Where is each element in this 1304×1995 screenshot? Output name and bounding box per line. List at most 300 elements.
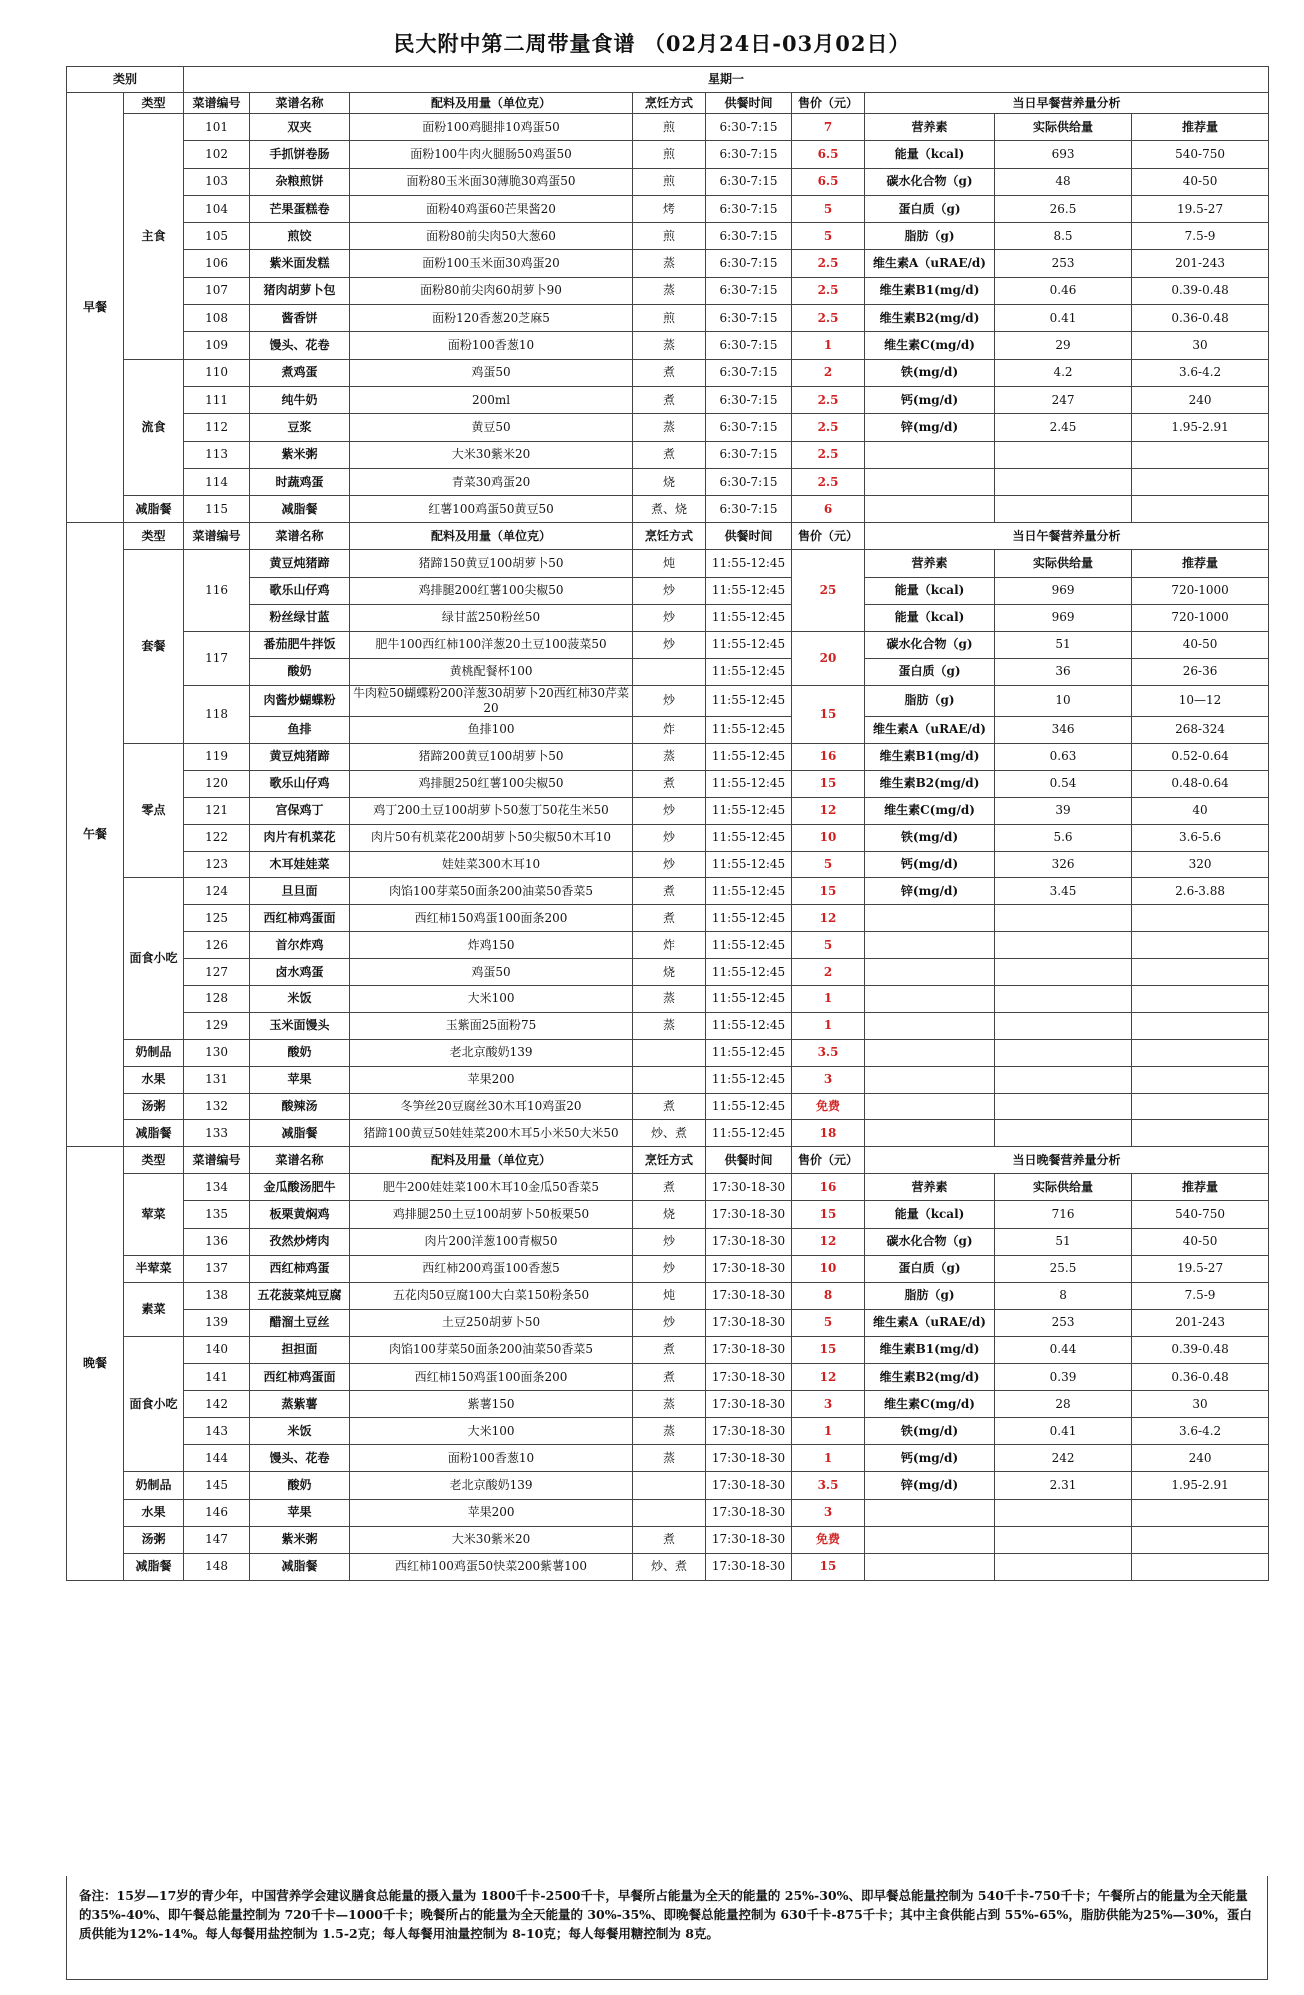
col-time-header: 供餐时间 [706, 1147, 792, 1174]
nutrient-name: 维生素B1(mg/d) [865, 277, 995, 304]
dish-type: 减脂餐 [124, 496, 184, 523]
dish-type: 流食 [124, 359, 184, 495]
nutrient-empty [1132, 986, 1269, 1013]
nutrient-empty [995, 1066, 1132, 1093]
dish-code: 109 [184, 332, 250, 359]
nutrient-recommend: 320 [1132, 851, 1269, 878]
nutrient-actual: 29 [995, 332, 1132, 359]
dish-name: 肉酱炒蝴蝶粉 [250, 685, 350, 716]
dish-time: 6:30-7:15 [706, 414, 792, 441]
nutrient-name: 营养素 [865, 1174, 995, 1201]
dish-price: 2.5 [792, 468, 865, 495]
dish-name: 粉丝绿甘蓝 [250, 604, 350, 631]
nutrient-name: 营养素 [865, 114, 995, 141]
nutrient-name: 维生素B2(mg/d) [865, 770, 995, 797]
dish-ingredients: 面粉80前尖肉50大葱60 [350, 223, 633, 250]
dish-code: 128 [184, 986, 250, 1013]
nutrient-name: 脂肪（g) [865, 223, 995, 250]
col-type-header: 类型 [124, 523, 184, 550]
nutrient-empty [865, 986, 995, 1013]
dish-ingredients: 200ml [350, 386, 633, 413]
dish-code: 131 [184, 1066, 250, 1093]
nutrient-empty [995, 959, 1132, 986]
dish-time: 17:30-18-30 [706, 1499, 792, 1526]
dish-cooking: 炒 [633, 824, 706, 851]
nutrient-empty [1132, 1066, 1269, 1093]
nutrient-empty [995, 1553, 1132, 1580]
dish-name: 紫米面发糕 [250, 250, 350, 277]
nutrient-empty [1132, 441, 1269, 468]
nutrient-name: 维生素B1(mg/d) [865, 1336, 995, 1363]
dish-price: 20 [792, 631, 865, 685]
nutrient-empty [865, 441, 995, 468]
dish-ingredients: 鸡丁200土豆100胡萝卜50葱丁50花生米50 [350, 797, 633, 824]
nutrient-actual: 5.6 [995, 824, 1132, 851]
nutrient-name: 能量（kcal) [865, 1201, 995, 1228]
nutrient-actual: 242 [995, 1445, 1132, 1472]
nutrient-recommend: 推荐量 [1132, 550, 1269, 577]
dish-ingredients: 猪蹄200黄豆100胡萝卜50 [350, 744, 633, 771]
dish-name: 馒头、花卷 [250, 1445, 350, 1472]
dish-price: 12 [792, 905, 865, 932]
dish-cooking: 煮 [633, 905, 706, 932]
dish-ingredients: 面粉100香葱10 [350, 1445, 633, 1472]
dish-type: 主食 [124, 114, 184, 360]
dish-price: 15 [792, 1553, 865, 1580]
dish-ingredients: 大米30紫米20 [350, 441, 633, 468]
dish-cooking: 蒸 [633, 277, 706, 304]
col-ingredients-header: 配料及用量（单位克） [350, 1147, 633, 1174]
dish-ingredients: 西红柿150鸡蛋100面条200 [350, 905, 633, 932]
nutrient-recommend: 240 [1132, 1445, 1269, 1472]
dish-cooking: 煎 [633, 305, 706, 332]
dish-time: 11:55-12:45 [706, 932, 792, 959]
dish-type: 荤菜 [124, 1174, 184, 1255]
dish-name: 豆浆 [250, 414, 350, 441]
dish-price: 7 [792, 114, 865, 141]
nutrient-empty [995, 496, 1132, 523]
nutrient-recommend: 0.52-0.64 [1132, 744, 1269, 771]
dish-time: 6:30-7:15 [706, 114, 792, 141]
dish-code: 117 [184, 631, 250, 685]
dish-price: 2 [792, 359, 865, 386]
dish-name: 米饭 [250, 1418, 350, 1445]
dish-price: 2.5 [792, 277, 865, 304]
dish-code: 141 [184, 1364, 250, 1391]
col-code-header: 菜谱编号 [184, 93, 250, 114]
dish-ingredients: 大米30紫米20 [350, 1526, 633, 1553]
dish-price: 1 [792, 1445, 865, 1472]
dish-name: 孜然炒烤肉 [250, 1228, 350, 1255]
dish-time: 17:30-18-30 [706, 1309, 792, 1336]
dish-time: 11:55-12:45 [706, 1039, 792, 1066]
dish-cooking: 蒸 [633, 1012, 706, 1039]
dish-price: 15 [792, 878, 865, 905]
dish-ingredients: 黄豆50 [350, 414, 633, 441]
nutrient-empty [995, 1039, 1132, 1066]
dish-time: 17:30-18-30 [706, 1201, 792, 1228]
nutrient-actual: 253 [995, 1309, 1132, 1336]
dish-ingredients: 西红柿100鸡蛋50快菜200紫薯100 [350, 1553, 633, 1580]
dish-price: 1 [792, 986, 865, 1013]
dish-cooking: 炒 [633, 604, 706, 631]
nutrient-name: 维生素C(mg/d) [865, 797, 995, 824]
dish-name: 醋溜土豆丝 [250, 1309, 350, 1336]
col-ingredients-header: 配料及用量（单位克） [350, 523, 633, 550]
dish-name: 蒸紫薯 [250, 1391, 350, 1418]
dish-ingredients: 肥牛200娃娃菜100木耳10金瓜50香菜5 [350, 1174, 633, 1201]
dish-code: 146 [184, 1499, 250, 1526]
col-cooking-header: 烹饪方式 [633, 523, 706, 550]
nutrient-recommend: 推荐量 [1132, 114, 1269, 141]
nutrient-recommend: 1.95-2.91 [1132, 1472, 1269, 1499]
dish-cooking: 炒 [633, 797, 706, 824]
dish-time: 6:30-7:15 [706, 332, 792, 359]
nutrient-empty [995, 1093, 1132, 1120]
dish-price: 2.5 [792, 305, 865, 332]
dish-price: 15 [792, 1201, 865, 1228]
dish-name: 肉片有机菜花 [250, 824, 350, 851]
dish-cooking: 煎 [633, 114, 706, 141]
nutrient-recommend: 推荐量 [1132, 1174, 1269, 1201]
nutrient-empty [995, 441, 1132, 468]
col-name-header: 菜谱名称 [250, 93, 350, 114]
nutrient-actual: 0.39 [995, 1364, 1132, 1391]
dish-name: 西红柿鸡蛋面 [250, 1364, 350, 1391]
dish-name: 歌乐山仔鸡 [250, 770, 350, 797]
nutrient-empty [1132, 1039, 1269, 1066]
dish-code: 121 [184, 797, 250, 824]
dish-time: 11:55-12:45 [706, 658, 792, 685]
dish-time: 6:30-7:15 [706, 195, 792, 222]
nutrient-name: 铁(mg/d) [865, 359, 995, 386]
dish-price: 12 [792, 1364, 865, 1391]
dish-cooking: 烧 [633, 959, 706, 986]
dish-cooking: 煮 [633, 386, 706, 413]
nutrient-actual: 48 [995, 168, 1132, 195]
dish-name: 米饭 [250, 986, 350, 1013]
nutrient-recommend: 19.5-27 [1132, 195, 1269, 222]
dish-ingredients: 绿甘蓝250粉丝50 [350, 604, 633, 631]
nutrient-empty [1132, 468, 1269, 495]
col-time-header: 供餐时间 [706, 93, 792, 114]
dish-name: 苹果 [250, 1499, 350, 1526]
nutrient-recommend: 40-50 [1132, 631, 1269, 658]
dish-name: 酸奶 [250, 658, 350, 685]
nutrient-name: 维生素B1(mg/d) [865, 744, 995, 771]
nutrient-name: 铁(mg/d) [865, 1418, 995, 1445]
dish-time: 11:55-12:45 [706, 1066, 792, 1093]
nutrient-name: 维生素A（uRAE/d) [865, 716, 995, 743]
dish-time: 17:30-18-30 [706, 1282, 792, 1309]
nutrient-name: 碳水化合物（g) [865, 168, 995, 195]
dish-time: 11:55-12:45 [706, 770, 792, 797]
dish-ingredients: 西红柿200鸡蛋100香葱5 [350, 1255, 633, 1282]
dish-price: 3 [792, 1499, 865, 1526]
dish-cooking: 炸 [633, 932, 706, 959]
nutrient-recommend: 540-750 [1132, 1201, 1269, 1228]
dish-ingredients: 面粉80玉米面30薄脆30鸡蛋50 [350, 168, 633, 195]
dish-name: 时蔬鸡蛋 [250, 468, 350, 495]
dish-ingredients: 鸡排腿250红薯100尖椒50 [350, 770, 633, 797]
dish-cooking: 炒 [633, 851, 706, 878]
dish-type: 减脂餐 [124, 1553, 184, 1580]
dish-name: 木耳娃娃菜 [250, 851, 350, 878]
dish-time: 11:55-12:45 [706, 550, 792, 577]
dish-ingredients: 肉片50有机菜花200胡萝卜50尖椒50木耳10 [350, 824, 633, 851]
dish-name: 减脂餐 [250, 496, 350, 523]
nutrient-actual: 969 [995, 604, 1132, 631]
dish-ingredients: 黄桃配餐杯100 [350, 658, 633, 685]
nutrient-actual: 346 [995, 716, 1132, 743]
dish-price: 18 [792, 1120, 865, 1147]
dish-name: 五花菠菜炖豆腐 [250, 1282, 350, 1309]
dish-name: 鱼排 [250, 716, 350, 743]
dish-name: 紫米粥 [250, 1526, 350, 1553]
dish-cooking: 煎 [633, 168, 706, 195]
nutrient-recommend: 0.36-0.48 [1132, 1364, 1269, 1391]
dish-time: 6:30-7:15 [706, 277, 792, 304]
nutrient-actual: 716 [995, 1201, 1132, 1228]
dish-name: 手抓饼卷肠 [250, 141, 350, 168]
dish-name: 酸奶 [250, 1039, 350, 1066]
nutrient-empty [865, 959, 995, 986]
dish-price: 5 [792, 1309, 865, 1336]
nutrient-empty [995, 986, 1132, 1013]
nutrient-empty [995, 1499, 1132, 1526]
dish-time: 6:30-7:15 [706, 168, 792, 195]
nutrient-empty [1132, 1499, 1269, 1526]
dish-code: 103 [184, 168, 250, 195]
dish-price: 10 [792, 824, 865, 851]
dish-name: 减脂餐 [250, 1553, 350, 1580]
meal-label: 早餐 [67, 93, 124, 523]
dish-cooking: 煮 [633, 878, 706, 905]
dish-code: 138 [184, 1282, 250, 1309]
dish-type: 汤粥 [124, 1093, 184, 1120]
dish-code: 111 [184, 386, 250, 413]
weekday-header: 星期一 [184, 67, 1269, 93]
dish-price: 5 [792, 223, 865, 250]
dish-cooking: 蒸 [633, 1391, 706, 1418]
dish-cooking [633, 1499, 706, 1526]
dish-code: 112 [184, 414, 250, 441]
dish-code: 135 [184, 1201, 250, 1228]
nutrient-empty [865, 468, 995, 495]
dish-time: 11:55-12:45 [706, 1093, 792, 1120]
dish-ingredients: 老北京酸奶139 [350, 1039, 633, 1066]
nutrient-empty [865, 1093, 995, 1120]
dish-code: 144 [184, 1445, 250, 1472]
nutrient-actual: 253 [995, 250, 1132, 277]
dish-cooking: 煮 [633, 1336, 706, 1363]
dish-code: 119 [184, 744, 250, 771]
dish-price: 3.5 [792, 1472, 865, 1499]
dish-time: 11:55-12:45 [706, 1120, 792, 1147]
dish-time: 11:55-12:45 [706, 744, 792, 771]
dish-code: 113 [184, 441, 250, 468]
col-ingredients-header: 配料及用量（单位克） [350, 93, 633, 114]
nutrient-empty [865, 1499, 995, 1526]
dish-name: 首尔炸鸡 [250, 932, 350, 959]
meal-label: 午餐 [67, 523, 124, 1147]
nutrient-name: 蛋白质（g) [865, 658, 995, 685]
dish-ingredients: 面粉80前尖肉60胡萝卜90 [350, 277, 633, 304]
nutrient-actual: 4.2 [995, 359, 1132, 386]
dish-ingredients: 肉片200洋葱100青椒50 [350, 1228, 633, 1255]
dish-price: 16 [792, 744, 865, 771]
dish-ingredients: 玉紫面25面粉75 [350, 1012, 633, 1039]
dish-cooking: 烧 [633, 468, 706, 495]
dish-time: 6:30-7:15 [706, 386, 792, 413]
dish-ingredients: 面粉120香葱20芝麻5 [350, 305, 633, 332]
dish-cooking [633, 1066, 706, 1093]
nutrient-actual: 0.54 [995, 770, 1132, 797]
dish-name: 玉米面馒头 [250, 1012, 350, 1039]
dish-ingredients: 西红柿150鸡蛋100面条200 [350, 1364, 633, 1391]
dish-ingredients: 娃娃菜300木耳10 [350, 851, 633, 878]
nutrient-empty [1132, 1553, 1269, 1580]
dish-name: 煮鸡蛋 [250, 359, 350, 386]
dish-price: 免费 [792, 1526, 865, 1553]
dish-cooking: 炒 [633, 577, 706, 604]
dish-price: 1 [792, 332, 865, 359]
nutrient-name: 钙(mg/d) [865, 851, 995, 878]
nutrient-actual: 51 [995, 631, 1132, 658]
col-cooking-header: 烹饪方式 [633, 1147, 706, 1174]
nutrient-actual: 28 [995, 1391, 1132, 1418]
nutrient-actual: 8 [995, 1282, 1132, 1309]
dish-price: 6.5 [792, 141, 865, 168]
dish-name: 杂粮煎饼 [250, 168, 350, 195]
dish-cooking: 蒸 [633, 1418, 706, 1445]
nutrient-actual: 969 [995, 577, 1132, 604]
dish-cooking: 煮 [633, 441, 706, 468]
col-price-header: 售价（元） [792, 93, 865, 114]
dish-cooking: 煎 [633, 223, 706, 250]
dish-type: 水果 [124, 1066, 184, 1093]
dish-cooking: 炒 [633, 1255, 706, 1282]
dish-code: 102 [184, 141, 250, 168]
dish-code: 129 [184, 1012, 250, 1039]
page-title: 民大附中第二周带量食谱 （02月24日-03月02日） [393, 31, 911, 56]
dish-ingredients: 大米100 [350, 986, 633, 1013]
nutrient-empty [1132, 932, 1269, 959]
nutrient-name: 碳水化合物（g) [865, 1228, 995, 1255]
dish-cooking [633, 658, 706, 685]
nutrient-name: 碳水化合物（g) [865, 631, 995, 658]
nutrient-actual: 26.5 [995, 195, 1132, 222]
dish-time: 11:55-12:45 [706, 1012, 792, 1039]
dish-time: 11:55-12:45 [706, 604, 792, 631]
dish-ingredients: 鸡蛋50 [350, 359, 633, 386]
dish-time: 17:30-18-30 [706, 1255, 792, 1282]
analysis-title: 当日早餐营养量分析 [865, 93, 1269, 114]
nutrient-recommend: 201-243 [1132, 250, 1269, 277]
nutrient-actual: 25.5 [995, 1255, 1132, 1282]
dish-name: 西红柿鸡蛋面 [250, 905, 350, 932]
nutrient-actual: 0.44 [995, 1336, 1132, 1363]
dish-price: 25 [792, 550, 865, 631]
dish-cooking: 煎 [633, 141, 706, 168]
dish-time: 6:30-7:15 [706, 141, 792, 168]
nutrient-name: 维生素B2(mg/d) [865, 305, 995, 332]
dish-price: 5 [792, 932, 865, 959]
dish-ingredients: 大米100 [350, 1418, 633, 1445]
dish-name: 纯牛奶 [250, 386, 350, 413]
nutrient-empty [865, 1120, 995, 1147]
dish-price: 16 [792, 1174, 865, 1201]
nutrient-recommend: 720-1000 [1132, 604, 1269, 631]
meal-label: 晚餐 [67, 1147, 124, 1580]
nutrient-empty [865, 905, 995, 932]
dish-time: 11:55-12:45 [706, 685, 792, 716]
dish-type: 奶制品 [124, 1472, 184, 1499]
dish-name: 宫保鸡丁 [250, 797, 350, 824]
dish-name: 番茄肥牛拌饭 [250, 631, 350, 658]
dish-code: 123 [184, 851, 250, 878]
dish-time: 11:55-12:45 [706, 797, 792, 824]
dish-price: 10 [792, 1255, 865, 1282]
nutrient-empty [865, 1066, 995, 1093]
dish-code: 142 [184, 1391, 250, 1418]
dish-cooking: 烧 [633, 1201, 706, 1228]
dish-name: 卤水鸡蛋 [250, 959, 350, 986]
dish-time: 17:30-18-30 [706, 1391, 792, 1418]
dish-cooking: 蒸 [633, 986, 706, 1013]
dish-price: 2.5 [792, 386, 865, 413]
dish-time: 17:30-18-30 [706, 1553, 792, 1580]
dish-code: 133 [184, 1120, 250, 1147]
nutrient-actual: 0.63 [995, 744, 1132, 771]
dish-code: 134 [184, 1174, 250, 1201]
category-header: 类别 [67, 67, 184, 93]
dish-time: 11:55-12:45 [706, 905, 792, 932]
dish-code: 120 [184, 770, 250, 797]
nutrient-recommend: 0.39-0.48 [1132, 1336, 1269, 1363]
dish-price: 3 [792, 1066, 865, 1093]
dish-code: 143 [184, 1418, 250, 1445]
nutrient-empty [1132, 1012, 1269, 1039]
dish-cooking: 煮 [633, 1093, 706, 1120]
nutrient-name: 维生素A（uRAE/d) [865, 1309, 995, 1336]
dish-ingredients: 土豆250胡萝卜50 [350, 1309, 633, 1336]
dish-cooking: 蒸 [633, 414, 706, 441]
nutrient-recommend: 30 [1132, 332, 1269, 359]
dish-ingredients: 鱼排100 [350, 716, 633, 743]
dish-time: 17:30-18-30 [706, 1174, 792, 1201]
nutrient-name: 维生素C(mg/d) [865, 1391, 995, 1418]
dish-cooking: 煮 [633, 770, 706, 797]
dish-ingredients: 苹果200 [350, 1066, 633, 1093]
dish-name: 黄豆炖猪蹄 [250, 550, 350, 577]
nutrient-name: 蛋白质（g) [865, 1255, 995, 1282]
dish-time: 11:55-12:45 [706, 986, 792, 1013]
nutrient-empty [865, 1012, 995, 1039]
dish-name: 减脂餐 [250, 1120, 350, 1147]
dish-cooking: 煮 [633, 1526, 706, 1553]
dish-code: 126 [184, 932, 250, 959]
dish-price: 15 [792, 770, 865, 797]
dish-time: 6:30-7:15 [706, 305, 792, 332]
nutrient-actual: 0.46 [995, 277, 1132, 304]
dish-ingredients: 冬笋丝20豆腐丝30木耳10鸡蛋20 [350, 1093, 633, 1120]
nutrient-name: 锌(mg/d) [865, 878, 995, 905]
col-code-header: 菜谱编号 [184, 523, 250, 550]
dish-time: 17:30-18-30 [706, 1336, 792, 1363]
nutrient-empty [865, 1526, 995, 1553]
dish-name: 煎饺 [250, 223, 350, 250]
